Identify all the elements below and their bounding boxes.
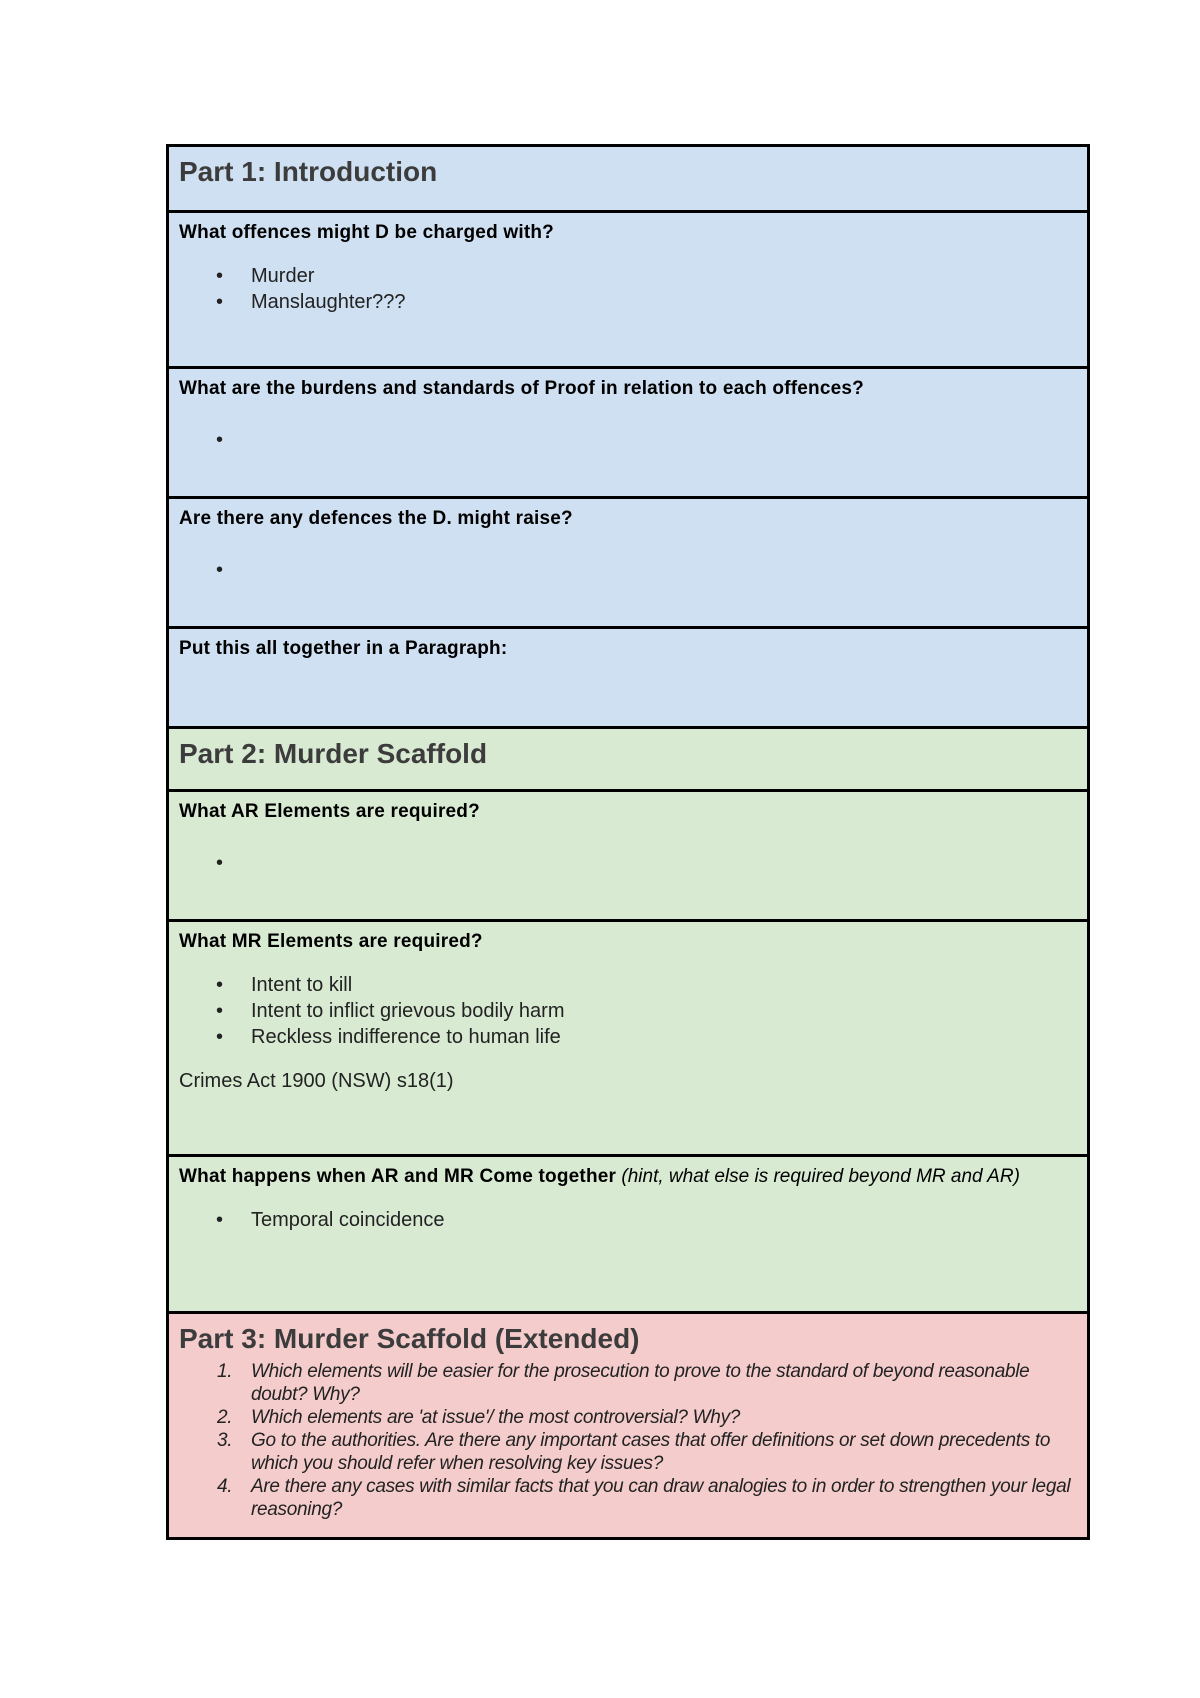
part1-q1-cell bbox=[169, 210, 1087, 366]
part1-title: Part 1: Introduction bbox=[179, 156, 438, 187]
bullet-icon: • bbox=[216, 429, 224, 451]
list-item: • Reckless indifference to human life bbox=[216, 1026, 561, 1048]
part1-q3-cell bbox=[169, 496, 1087, 626]
part1-q4-cell bbox=[169, 626, 1087, 726]
part2-q2-list bbox=[179, 972, 1077, 1050]
part1-header bbox=[169, 147, 1087, 210]
list-item: • Intent to kill bbox=[216, 974, 353, 996]
list-item: 4. Are there any cases with similar facts that you can draw analogies to in order to strengthen your legal reasoning? bbox=[217, 1476, 1071, 1520]
list-item: • Intent to inflict grievous bodily harm bbox=[216, 1000, 565, 1022]
scaffold-table bbox=[166, 144, 1090, 1540]
list-item: • Temporal coincidence bbox=[216, 1209, 445, 1231]
part2-q3-hint: (hint, what else is required beyond MR and AR) bbox=[616, 1166, 1020, 1187]
part3-cell bbox=[169, 1311, 1087, 1537]
list-item: • Manslaughter??? bbox=[216, 291, 406, 313]
bullet-icon: • bbox=[216, 291, 224, 313]
part1-q2-label: What are the burdens and standards of Proof in relation to each offences? bbox=[179, 378, 864, 399]
bullet-icon: • bbox=[216, 974, 224, 996]
list-item: 1. Which elements will be easier for the prosecution to prove to the standard of beyond reasonable doubt? Why? bbox=[217, 1361, 1030, 1405]
part2-q1-label: What AR Elements are required? bbox=[179, 801, 480, 822]
part2-title: Part 2: Murder Scaffold bbox=[179, 738, 488, 769]
bullet-icon: • bbox=[216, 1000, 224, 1022]
part1-q1-list bbox=[179, 263, 1077, 315]
part2-q1-cell bbox=[169, 789, 1087, 919]
list-item: 3. Go to the authorities. Are there any important cases that offer definitions or set down precedents to which you should refer when resolving key issues? bbox=[217, 1430, 1051, 1474]
bullet-icon: • bbox=[216, 852, 224, 874]
bullet-icon: • bbox=[216, 559, 224, 581]
part3-list bbox=[179, 1360, 1077, 1521]
part1-q3-label: Are there any defences the D. might raise? bbox=[179, 508, 573, 529]
statute-reference: Crimes Act 1900 (NSW) s18(1) bbox=[179, 1070, 454, 1092]
part2-header bbox=[169, 726, 1087, 789]
part2-q2-label: What MR Elements are required? bbox=[179, 931, 483, 952]
part3-title: Part 3: Murder Scaffold (Extended) bbox=[179, 1323, 640, 1354]
bullet-icon: • bbox=[216, 1026, 224, 1048]
bullet-icon: • bbox=[216, 1209, 224, 1231]
part1-q4-label: Put this all together in a Paragraph: bbox=[179, 638, 508, 659]
part2-q3-label: What happens when AR and MR Come together (hint, what else is required beyond MR and AR) bbox=[179, 1166, 1020, 1187]
bullet-icon: • bbox=[216, 265, 224, 287]
part1-q1-label: What offences might D be charged with? bbox=[179, 222, 554, 243]
part2-q3-cell bbox=[169, 1154, 1087, 1311]
part2-q2-cell bbox=[169, 919, 1087, 1154]
part1-q2-cell bbox=[169, 366, 1087, 496]
list-item: 2. Which elements are 'at issue'/ the most controversial? Why? bbox=[217, 1407, 741, 1428]
list-item: • Murder bbox=[216, 265, 315, 287]
part2-q3-list bbox=[179, 1207, 1077, 1233]
